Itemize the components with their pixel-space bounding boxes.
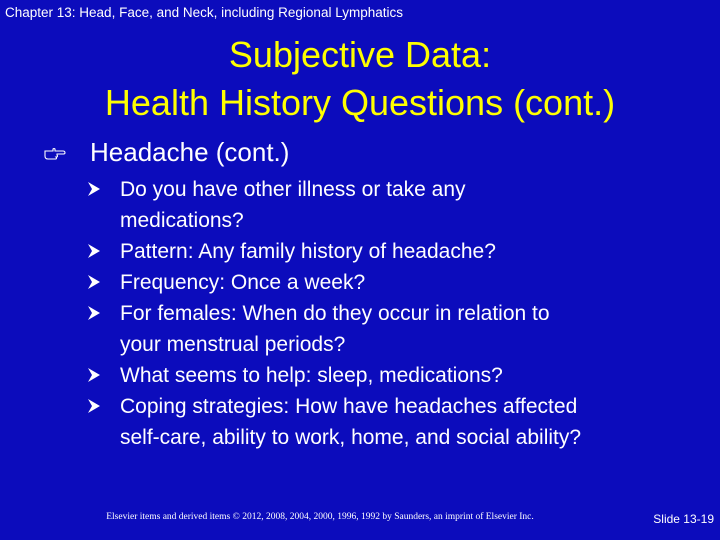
question-list — [86, 174, 686, 453]
slide-title-line-2: Health History Questions (cont.) — [104, 82, 616, 123]
item-text-line: Pattern: Any family history of headache? — [120, 240, 496, 263]
list-item — [86, 360, 686, 391]
item-text-line: medications? — [120, 209, 244, 232]
chapter-header: Chapter 13: Head, Face, and Neck, including Regional Lymphatics — [5, 5, 403, 20]
list-item — [86, 298, 686, 360]
item-text-line: For females: When do they occur in relation to — [120, 302, 550, 325]
slide-number: Slide 13-19 — [653, 512, 714, 526]
slide-title-line-1: Subjective Data: — [228, 34, 492, 75]
item-text-line: your menstrual periods? — [120, 333, 346, 356]
item-text-line: Do you have other illness or take any — [120, 178, 466, 201]
list-item — [86, 267, 686, 298]
item-text-line: What seems to help: sleep, medications? — [120, 364, 503, 387]
list-item — [86, 236, 686, 267]
topic-headache: Headache (cont.) — [90, 137, 290, 167]
copyright-footer: Elsevier items and derived items © 2012, 2008, 2004, 2000, 1996, 1992 by Saunders, an imprint of Elsevier Inc. — [106, 512, 534, 522]
pointing-hand-icon — [44, 146, 66, 165]
item-text-line: Frequency: Once a week? — [120, 271, 366, 294]
item-text-line: self-care, ability to work, home, and social ability? — [120, 426, 582, 449]
list-item — [86, 391, 686, 453]
list-item — [86, 174, 686, 236]
item-text-line: Coping strategies: How have headaches affected — [120, 395, 578, 418]
